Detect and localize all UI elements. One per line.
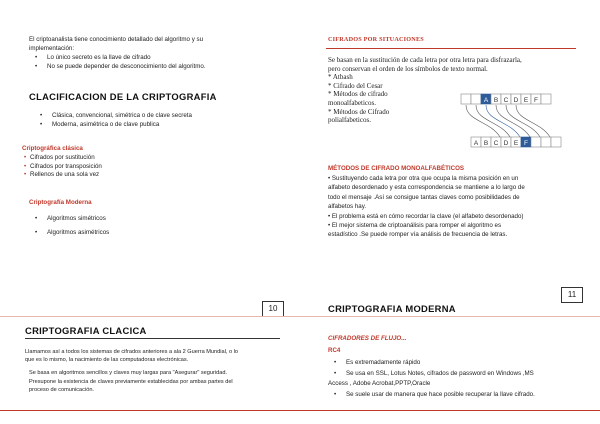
caesar-shift-diagram xyxy=(460,91,564,151)
heading-rule xyxy=(326,48,576,49)
intro-paragraph xyxy=(29,36,289,53)
list-item xyxy=(22,163,222,172)
monoalphabetic-body xyxy=(328,174,590,240)
caesar-shift-figure xyxy=(460,91,564,151)
figure-letter: B xyxy=(493,97,499,104)
figure-letter: F xyxy=(534,97,538,104)
body-line: pero conservan el orden de los símbolos de texto normal. xyxy=(328,64,488,73)
body-line: Se basan en la sustitución de cada letra por otra letra para disfrazarla, xyxy=(328,56,522,64)
classic-paragraph-2 xyxy=(29,369,299,395)
figure-letter: D xyxy=(503,140,509,147)
rc4-last-bullet xyxy=(328,391,590,400)
modern-list xyxy=(29,212,229,240)
classification-bullets xyxy=(34,112,284,129)
list-item xyxy=(29,226,229,240)
classic-paragraph-1 xyxy=(25,348,295,364)
body-line: estadístico .Se puede romper vía análisis de frecuencia de letras. xyxy=(328,231,508,239)
list-item-text: No se puede depender de desconocimiento del algoritmo. xyxy=(47,62,206,70)
body-line: que es lo mismo, la nacimiento de las computadoras electrónicas. xyxy=(25,357,189,363)
body-line: • El problema está en cómo recordar la clave (el alfabeto desordenado) xyxy=(328,212,524,220)
intro-bullets xyxy=(29,54,289,71)
body-line: • El mejor sistema de criptoanálisis para romper el algoritmo es xyxy=(328,222,502,230)
figure-letter: C xyxy=(503,97,509,104)
shift-arrows xyxy=(466,105,550,137)
monoalphabetic-title: MÉTODOS DE CIFRADO MONOALFABÉTICOS xyxy=(328,165,465,172)
list-item xyxy=(328,368,590,379)
rc4-continuation: Access , Adobe Acrobat,PPTP,Oracle xyxy=(328,380,431,387)
bottom-alphabet-row xyxy=(471,137,561,147)
body-line: proceso de comunicación. xyxy=(29,387,94,394)
list-item xyxy=(22,171,222,180)
bottom-rule xyxy=(0,410,600,411)
list-item-text: Se suele usar de manera que hace posible recuperar la llave cifrado. xyxy=(346,391,535,398)
list-item xyxy=(34,112,284,121)
rc4-label: RC4 xyxy=(328,347,341,354)
figure-letter: B xyxy=(483,140,489,147)
figure-letter: E xyxy=(523,97,529,104)
list-item-text: Rellenos de una sola vez xyxy=(30,171,100,179)
body-line: Se basa en algoritmos sencillos y claves muy largas para "Asegurar" seguridad. xyxy=(29,370,227,376)
figure-letter: C xyxy=(493,140,499,147)
body-line: Llamamos así a todos los sistemas de cifrados anteriores a ala 2 Guerra Mundial, o lo xyxy=(25,349,238,355)
body-line: * Métodos de cifrado xyxy=(328,90,388,99)
classic-list xyxy=(22,154,222,180)
list-item-text: Algoritmos simétricos xyxy=(47,215,106,222)
body-line: Presupone la existencia de claves previamente establecidas por ambas partes del xyxy=(29,378,233,385)
intro-line: implementación: xyxy=(29,44,75,52)
body-line: todo el mensaje .Así se consigue tantas claves como posibilidades de xyxy=(328,193,520,201)
list-item xyxy=(29,54,289,63)
list-item xyxy=(34,121,284,130)
page-divider xyxy=(0,316,600,317)
figure-letter: D xyxy=(513,97,519,104)
top-alphabet-row xyxy=(461,94,551,104)
list-item-text: Se usa en SSL, Lotus Notes, cifrados de password en Windows ,MS xyxy=(346,370,534,377)
list-item xyxy=(328,391,590,400)
modern-crypto-heading: CRIPTOGRAFIA MODERNA xyxy=(328,303,456,314)
classification-heading: CLACIFICACION DE LA CRIPTOGRAFIA xyxy=(29,91,217,102)
list-item-text: Cifrados por sustitución xyxy=(30,154,95,161)
rc4-bullets xyxy=(328,357,590,379)
figure-letter: A xyxy=(483,97,489,104)
body-line: monoalfabeticos. xyxy=(328,98,377,107)
body-line: polialfabeticos. xyxy=(328,116,371,125)
list-item-text: Cifrados por transposición xyxy=(30,162,102,170)
list-item-text: Moderna, asimétrica o de clave publica xyxy=(52,120,160,128)
figure-letter: F xyxy=(524,140,528,147)
body-line: * Métodos de Cifrado xyxy=(328,107,390,116)
intro-line: El criptoanalista tiene conocimiento detallado del algoritmo y su xyxy=(29,36,204,43)
classic-crypto-heading: CRIPTOGRAFIA CLACICA xyxy=(25,325,147,336)
figure-letter: A xyxy=(473,140,479,147)
list-item-text: Algoritmos asimétricos xyxy=(47,229,110,236)
list-item xyxy=(29,212,229,226)
list-item-text: Es extremadamente rápido xyxy=(346,359,421,366)
list-item xyxy=(328,357,590,368)
page-number-10: 10 xyxy=(262,301,284,317)
body-line: * Cifrado del Cesar xyxy=(328,81,383,90)
list-item xyxy=(22,154,222,163)
body-line: alfabeto desordenado y esta correspondencia se mantiene a lo largo de xyxy=(328,184,525,192)
stream-cipher-title: CIFRADORES DE FLUJO... xyxy=(328,335,407,342)
heading-underline xyxy=(25,338,280,339)
list-item-text: Clásica, convencional, simétrica o de clave secreta xyxy=(52,112,192,119)
figure-letter: E xyxy=(513,140,519,147)
body-line: * Atbash xyxy=(328,73,353,82)
list-item-text: Lo único secreto es la llave de cifrado xyxy=(47,54,151,61)
substitution-heading: CIFRADOS POR SITUACIONES xyxy=(328,36,424,43)
modern-title: Criptografía Moderna xyxy=(29,199,92,206)
list-item xyxy=(29,63,289,72)
body-line: alfabetos hay. xyxy=(328,203,367,211)
body-line: • Sustituyendo cada letra por otra que ocupa la misma posición en un xyxy=(328,175,519,182)
classic-title: Criptográfica clásica xyxy=(22,145,83,152)
page-number-11: 11 xyxy=(561,287,583,303)
